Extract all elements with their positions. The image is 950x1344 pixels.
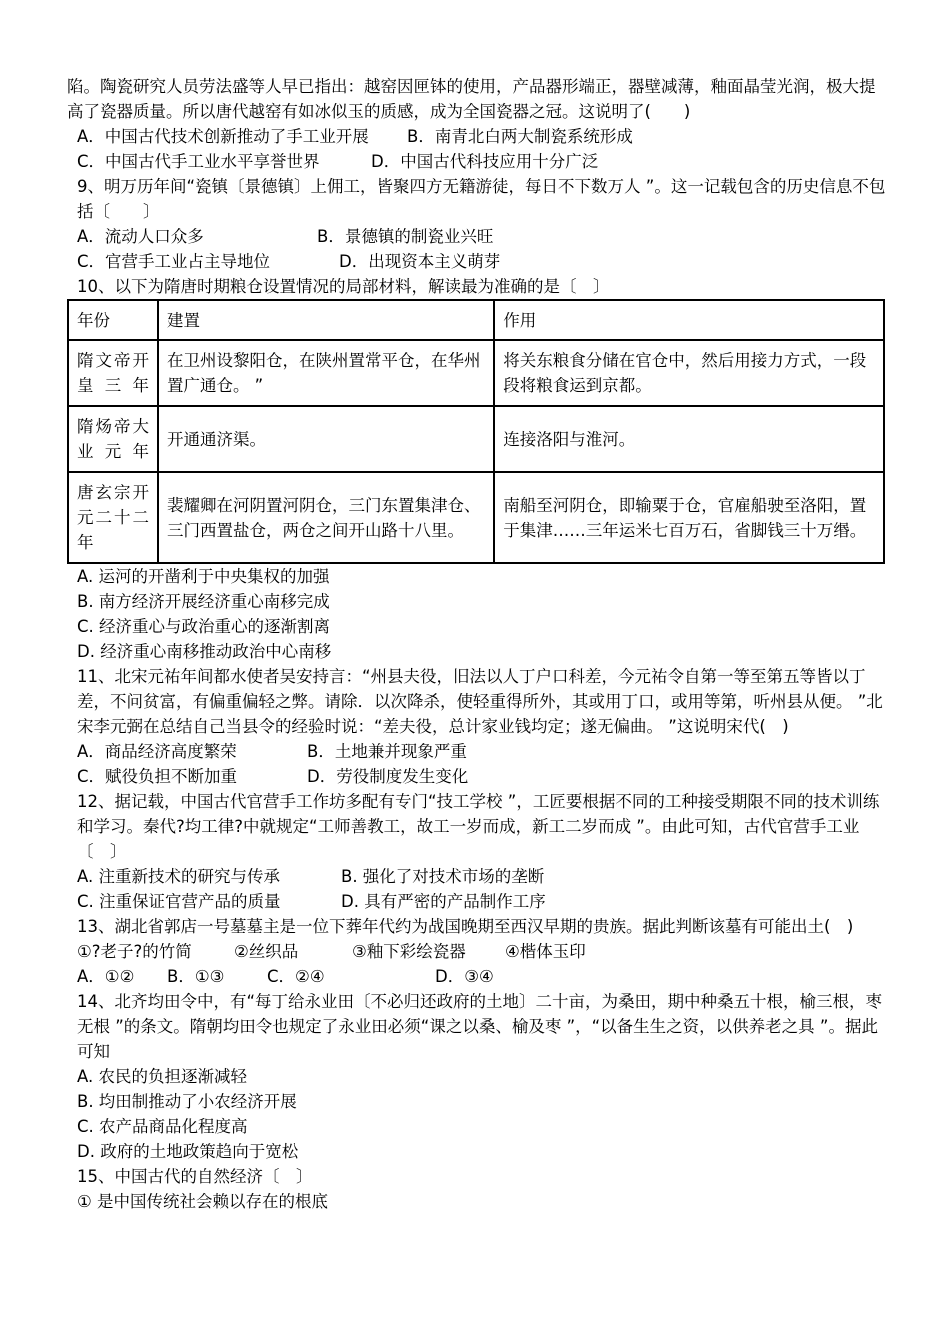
question-14-stem: 14、北齐均田令中，有“每丁给永业田〔不必归还政府的土地〕二十亩，为桑田，期中种桑五十根，榆三根，枣无根 ”的条文。隋朝均田令也规定了永业田必须“课之以桑、榆及枣 ”，“以备生生之资，以供养老之具 ”。据此可知 <box>77 992 883 1061</box>
question-8-stem: 陷。陶瓷研究人员劳法盛等人早已指出：越窑因匣钵的使用，产品器形端正，器壁减薄，釉面晶莹光润，极大提高了瓷器质量。所以唐代越窑有如冰似玉的质感，成为全国瓷器之冠。这说明了( ) <box>67 77 876 121</box>
option-a: A．流动人口众多 <box>77 227 204 246</box>
table-cell: 连接洛阳与淮河。 <box>494 406 884 472</box>
table-row <box>68 340 884 406</box>
question-11-stem: 11、北宋元祐年间都水使者吴安持言：“州县夫役，旧法以人丁户口科差，今元祐令自第一等至第五等皆以丁差，不问贫富，有偏重偏轻之弊。请除．以次降杀，使轻重得所外，其或用丁口，或用等第，听州县从便。 ”北宋李元弼在总结自己当县令的经验时说：“差夫役，总计家业钱均定；遂无偏曲。 ”这说明宋代( ) <box>77 667 883 736</box>
question-8-options-row-1 <box>67 124 887 149</box>
option-b: B. 强化了对技术市场的垄断 <box>341 867 545 886</box>
option-c: C．②④ <box>267 967 325 986</box>
table-cell: 唐玄宗开元二十二年 <box>68 472 158 563</box>
table-header-cell: 作用 <box>494 300 884 340</box>
granary-table <box>67 299 885 564</box>
option-b: B．①③ <box>167 967 225 986</box>
option-d: D. 政府的土地政策趋向于宽松 <box>77 1142 299 1161</box>
option-d: D. 经济重心南移推动政治中心南移 <box>77 642 332 661</box>
option-c: C．官营手工业占主导地位 <box>77 252 271 271</box>
option-a: A. 农民的负担逐渐减轻 <box>77 1067 247 1086</box>
item-1: ① 是中国传统社会赖以存在的根底 <box>77 1192 329 1211</box>
item-2: ②丝织品 <box>234 942 299 961</box>
table-cell: 隋文帝开皇三年 <box>68 340 158 406</box>
option-a: A. 注重新技术的研究与传承 <box>77 867 280 886</box>
option-a: A．商品经济高度繁荣 <box>77 742 237 761</box>
item-1: ①?老子?的竹简 <box>77 942 192 961</box>
table-header-row <box>68 300 884 340</box>
table-cell: 在卫州设黎阳仓，在陕州置常平仓，在华州置广通仓。 ” <box>158 340 494 406</box>
table-cell: 隋炀帝大业元年 <box>68 406 158 472</box>
question-12-options-row-2 <box>67 889 887 914</box>
item-4: ④楷体玉印 <box>505 942 586 961</box>
option-b: B．南青北白两大制瓷系统形成 <box>407 127 633 146</box>
table-cell: 开通通济渠。 <box>158 406 494 472</box>
option-c: C. 注重保证官营产品的质量 <box>77 892 281 911</box>
table-header-cell: 建置 <box>158 300 494 340</box>
option-a: A. 运河的开凿利于中央集权的加强 <box>77 567 330 586</box>
question-9-options-row-2 <box>67 249 887 274</box>
option-c: C. 经济重心与政治重心的逐渐割离 <box>77 617 331 636</box>
option-d: D．中国古代科技应用十分广泛 <box>371 152 599 171</box>
question-12-stem: 12、据记载，中国古代官营手工作坊多配有专门“技工学校 ”，工匠要根据不同的工种接受期限不同的技术训练和学习。秦代?均工律?中就规定“工师善教工，故工一岁而成，新工二岁而成 ”。由此可知，古代官营手工业〔 〕 <box>77 792 880 861</box>
question-11-options-row-2 <box>67 764 887 789</box>
question-15-stem: 15、中国古代的自然经济〔 〕 <box>77 1167 313 1186</box>
table-row <box>68 472 884 563</box>
option-d: D．劳役制度发生变化 <box>307 767 469 786</box>
table-header-cell: 年份 <box>68 300 158 340</box>
question-11-options-row-1 <box>67 739 887 764</box>
option-c: C. 农产品商品化程度高 <box>77 1117 248 1136</box>
table-cell: 南船至河阴仓，即输粟于仓，官雇船驶至洛阳，置于集津……三年运米七百万石，省脚钱三十万缗。 <box>494 472 884 563</box>
question-9-stem: 9、明万历年间“瓷镇〔景德镇〕上佣工，皆聚四方无籍游徒，每日不下数万人 ”。这一记载包含的历史信息不包括〔 〕 <box>77 177 886 221</box>
option-a: A．①② <box>77 967 135 986</box>
option-d: D．③④ <box>435 967 494 986</box>
table-cell: 裴耀卿在河阴置河阴仓，三门东置集津仓、三门西置盐仓，两仓之间开山路十八里。 <box>158 472 494 563</box>
question-13-stem: 13、湖北省郭店一号墓墓主是一位下葬年代约为战国晚期至西汉早期的贵族。据此判断该墓有可能出土( ) <box>77 917 854 936</box>
question-10-stem: 10、以下为隋唐时期粮仓设置情况的局部材料，解读最为准确的是〔 〕 <box>77 277 610 296</box>
question-12-options-row-1 <box>67 864 887 889</box>
option-c: C．赋役负担不断加重 <box>77 767 238 786</box>
option-d: D. 具有严密的产品制作工序 <box>341 892 546 911</box>
item-3: ③釉下彩绘瓷器 <box>352 942 466 961</box>
document-body <box>67 74 887 1214</box>
option-b: B. 南方经济开展经济重心南移完成 <box>77 592 330 611</box>
question-13-options-row <box>67 964 887 989</box>
option-b: B．土地兼并现象严重 <box>307 742 467 761</box>
table-row <box>68 406 884 472</box>
option-a: A．中国古代技术创新推动了手工业开展 <box>77 127 369 146</box>
option-c: C．中国古代手工业水平享誉世界 <box>77 152 320 171</box>
question-8-options-row-2 <box>67 149 887 174</box>
option-d: D．出现资本主义萌芽 <box>339 252 501 271</box>
option-b: B. 均田制推动了小农经济开展 <box>77 1092 297 1111</box>
question-9-options-row-1 <box>67 224 887 249</box>
table-cell: 将关东粮食分储在官仓中，然后用接力方式，一段段将粮食运到京都。 <box>494 340 884 406</box>
question-13-items-row <box>67 939 887 964</box>
option-b: B．景德镇的制瓷业兴旺 <box>317 227 494 246</box>
